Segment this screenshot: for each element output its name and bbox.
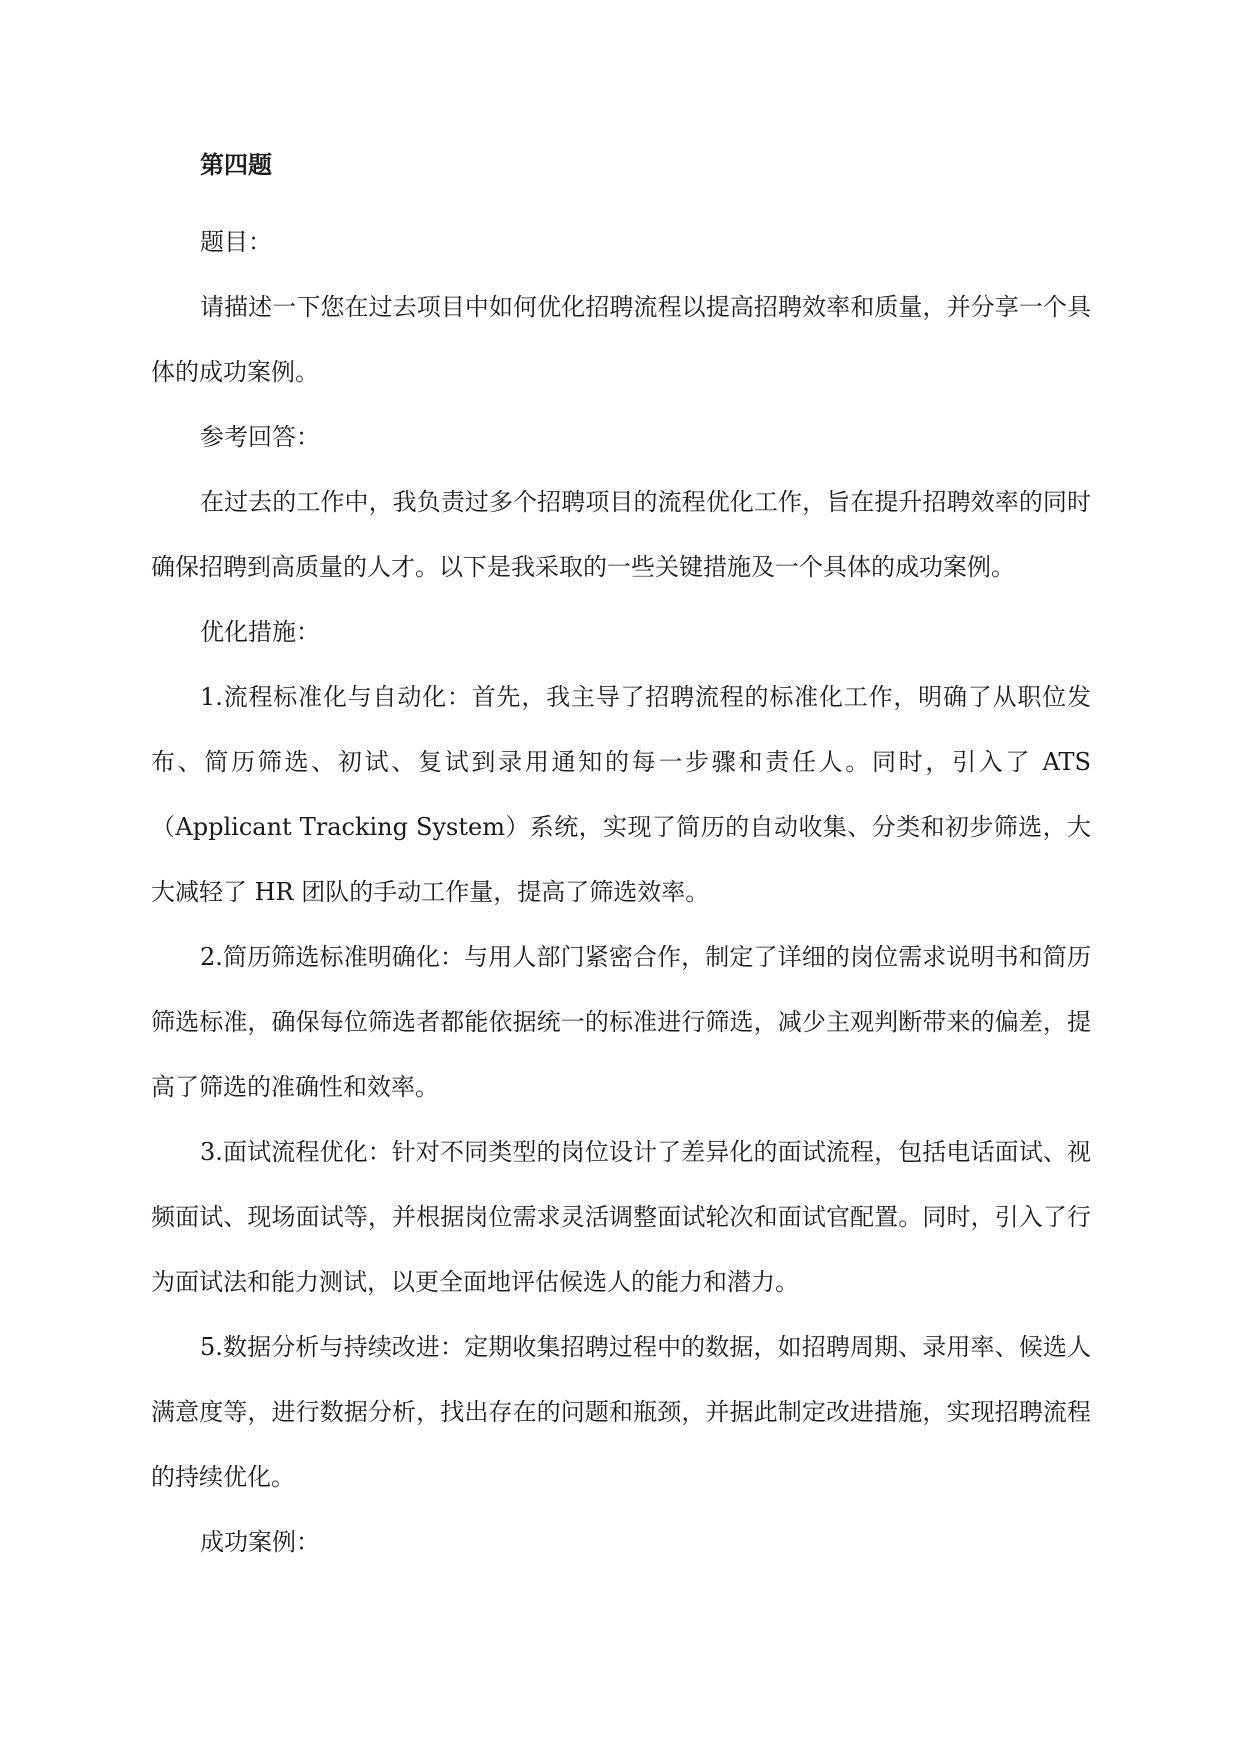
measure-item-1: 1.流程标准化与自动化：首先，我主导了招聘流程的标准化工作，明确了从职位发布、简历筛选、初试、复试到录用通知的每一步骤和责任人。同时，引入了 ATS（Applicant Tracking System）系统，实现了简历的自动收集、分类和初步筛选，大大减轻了 HR 团队的手动工作量，提高了筛选效率。 xyxy=(151,683,1091,906)
document-body xyxy=(151,145,1091,1575)
measure-item-3: 3.面试流程优化：针对不同类型的岗位设计了差异化的面试流程，包括电话面试、视频面试、现场面试等，并根据岗位需求灵活调整面试轮次和面试官配置。同时，引入了行为面试法和能力测试，以更全面地评估候选人的能力和潜力。 xyxy=(151,1138,1091,1296)
measure-item-5: 5.数据分析与持续改进：定期收集招聘过程中的数据，如招聘周期、录用率、候选人满意度等，进行数据分析，找出存在的问题和瓶颈，并据此制定改进措施，实现招聘流程的持续优化。 xyxy=(151,1333,1091,1491)
question-text: 请描述一下您在过去项目中如何优化招聘流程以提高招聘效率和质量，并分享一个具体的成功案例。 xyxy=(151,293,1091,386)
answer-intro: 在过去的工作中，我负责过多个招聘项目的流程优化工作，旨在提升招聘效率的同时确保招聘到高质量的人才。以下是我采取的一些关键措施及一个具体的成功案例。 xyxy=(151,488,1091,581)
answer-label: 参考回答： xyxy=(200,423,320,451)
section-heading: 第四题 xyxy=(200,150,272,179)
case-label: 成功案例： xyxy=(200,1528,320,1556)
measure-item-2: 2.简历筛选标准明确化：与用人部门紧密合作，制定了详细的岗位需求说明书和简历筛选标准，确保每位筛选者都能依据统一的标准进行筛选，减少主观判断带来的偏差，提高了筛选的准确性和效率。 xyxy=(151,943,1091,1101)
question-label: 题目： xyxy=(200,228,272,256)
measures-label: 优化措施： xyxy=(200,618,320,646)
